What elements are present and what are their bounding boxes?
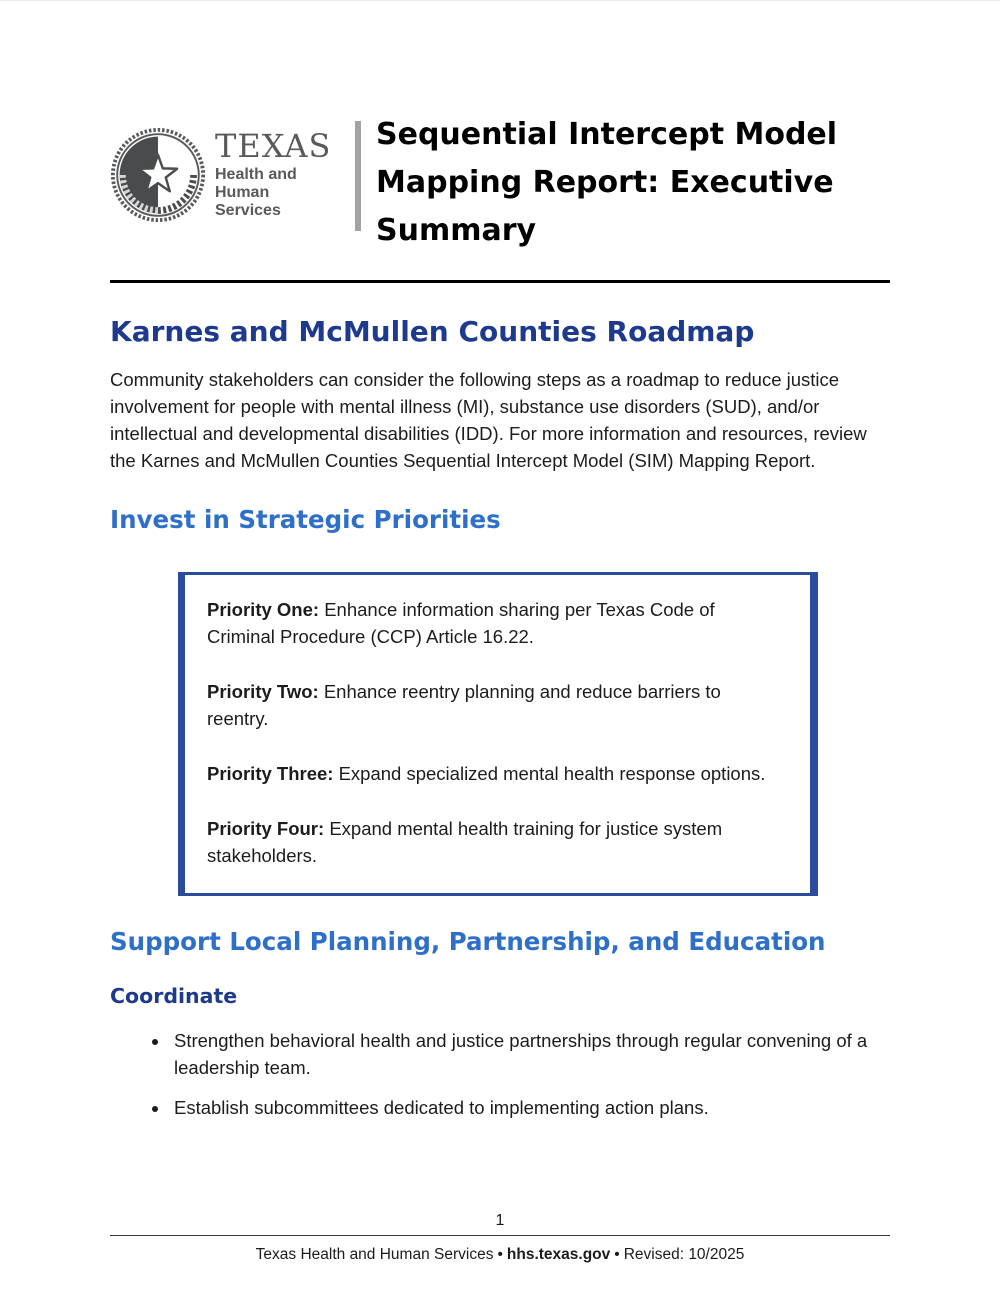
footer-org: Texas Health and Human Services — [255, 1246, 494, 1263]
footer-separator: • — [497, 1246, 503, 1263]
priority-one — [207, 596, 786, 650]
document-title: Sequential Intercept Model Mapping Report: Executive Summary — [376, 117, 838, 248]
header — [110, 119, 890, 255]
priority-four — [207, 815, 786, 869]
page-number: 1 — [495, 1212, 505, 1229]
intro-paragraph: Community stakeholders can consider the following steps as a roadmap to reduce justice involvement for people with mental illness (MI), substance use disorders (SUD), and/or intellectual and developmental disabilities (IDD). For more information and resources, review the Karnes and McMullen Counties Sequential Intercept Model (SIM) Mapping Report. — [110, 369, 867, 471]
list-item: • Establish subcommittees dedicated to implementing action plans. — [170, 1094, 890, 1121]
hhs-logo — [110, 127, 355, 223]
page-footer — [110, 1212, 890, 1264]
footer-revised: Revised: 10/2025 — [623, 1246, 745, 1263]
logo-text — [215, 127, 355, 220]
priority-three — [207, 760, 786, 787]
strategic-priorities-box — [178, 572, 818, 896]
logo-brand: TEXAS — [215, 127, 332, 166]
support-heading: Support Local Planning, Partnership, and Education — [110, 927, 826, 956]
priority-four-text: Expand mental health training for justice system stakeholders. — [207, 818, 723, 866]
logo-subtitle — [215, 166, 355, 220]
coordinate-heading: Coordinate — [110, 984, 238, 1008]
priority-three-label: Priority Three: — [207, 763, 334, 784]
priority-two-text: Enhance reentry planning and reduce barriers to reentry. — [207, 681, 721, 729]
priority-two-label: Priority Two: — [207, 681, 319, 702]
logo-subtitle-line2: Services — [215, 201, 281, 219]
roadmap-heading: Karnes and McMullen Counties Roadmap — [110, 315, 755, 348]
logo-subtitle-line1: Health and Human — [215, 166, 297, 202]
footer-text — [110, 1246, 890, 1264]
priority-one-label: Priority One: — [207, 599, 320, 620]
invest-heading: Invest in Strategic Priorities — [110, 505, 501, 534]
header-rule — [110, 280, 890, 283]
coordinate-bullet-list — [110, 1027, 890, 1121]
priority-one-text: Enhance information sharing per Texas Code of Criminal Procedure (CCP) Article 16.22. — [207, 599, 715, 647]
list-item: • Strengthen behavioral health and justice partnerships through regular convening of a leadership team. — [170, 1027, 890, 1081]
footer-url: hhs.texas.gov — [506, 1246, 611, 1263]
priority-three-text: Expand specialized mental health response options. — [338, 763, 766, 784]
title-divider-bar — [355, 121, 361, 231]
footer-separator: • — [614, 1246, 620, 1263]
priority-two — [207, 678, 786, 732]
footer-rule — [110, 1235, 890, 1236]
page-content — [110, 315, 890, 1121]
priority-four-label: Priority Four: — [207, 818, 325, 839]
texas-seal-icon — [110, 127, 206, 223]
